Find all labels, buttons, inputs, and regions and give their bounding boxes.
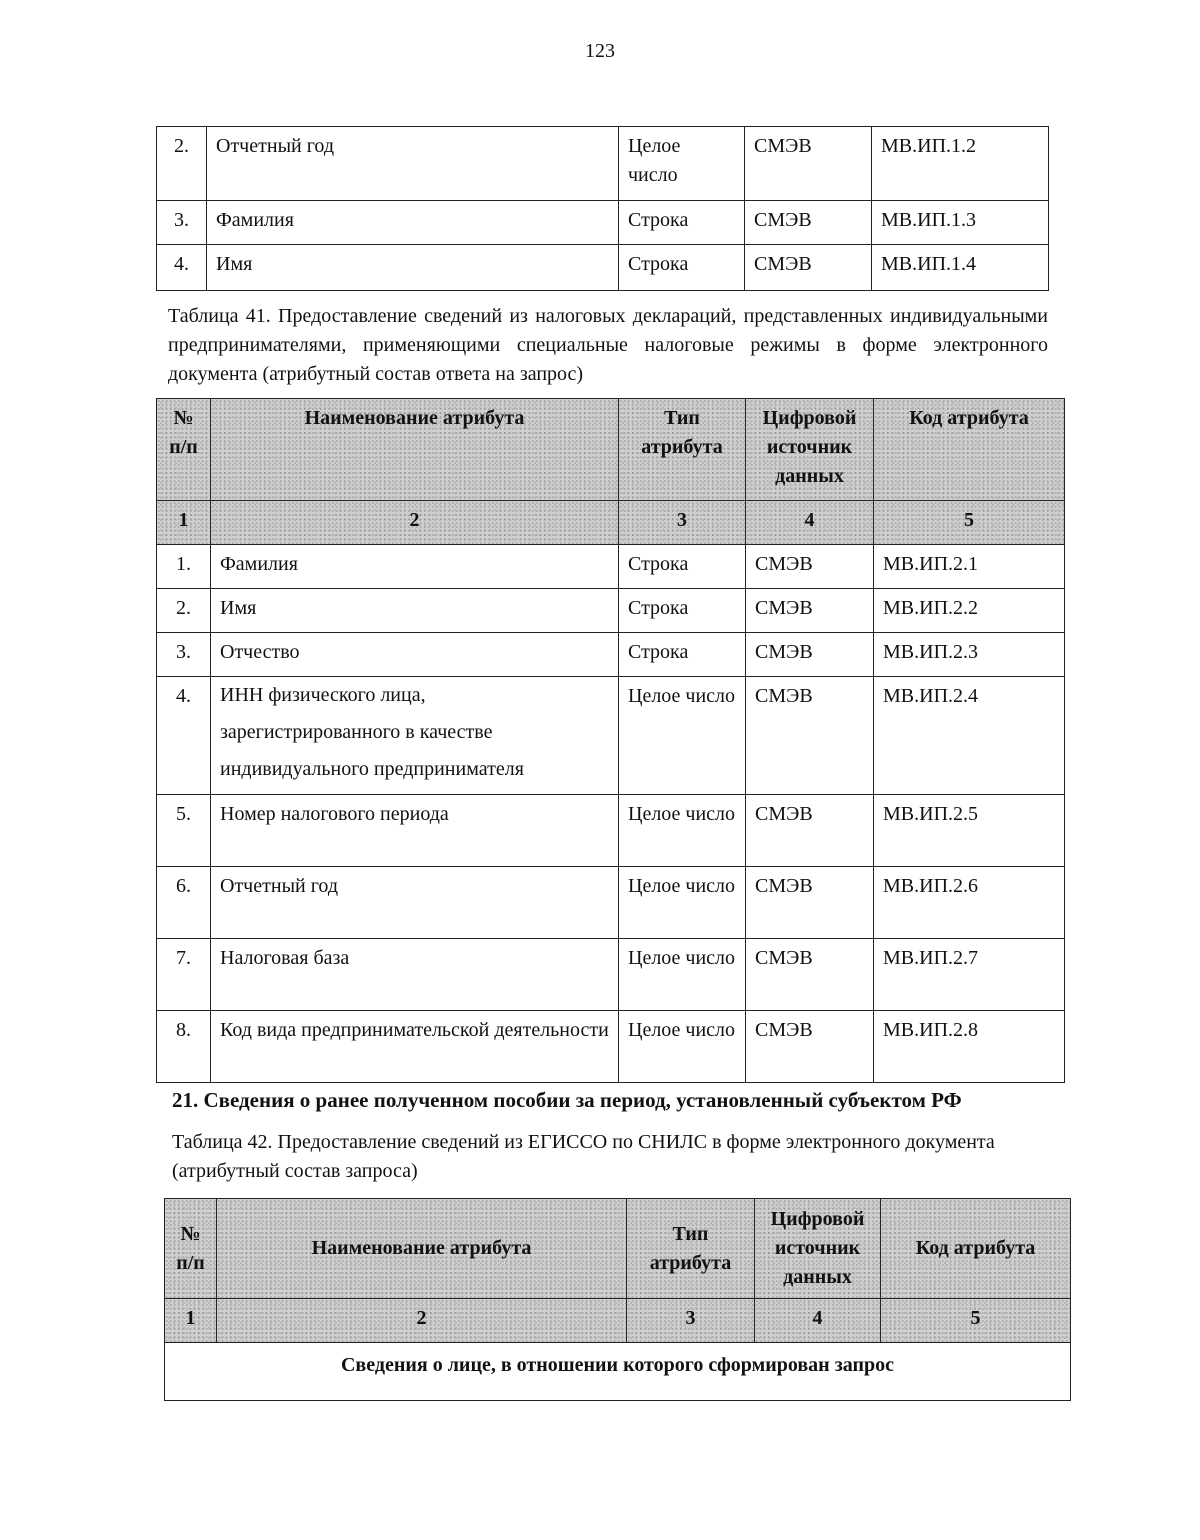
attribute-code: МВ.ИП.2.7: [874, 939, 1065, 1011]
table-row: [157, 939, 1065, 1011]
table-row: [157, 633, 1065, 677]
row-number: 2.: [157, 589, 211, 633]
data-source: СМЭВ: [746, 589, 874, 633]
table-row: [157, 127, 1049, 201]
data-source: СМЭВ: [745, 245, 872, 291]
header-number: № п/п: [165, 1199, 217, 1299]
table-row: [157, 1011, 1065, 1083]
attribute-type: Строка: [619, 545, 746, 589]
attribute-name: Имя: [207, 245, 619, 291]
data-source: СМЭВ: [746, 795, 874, 867]
table-row: [157, 245, 1049, 291]
attribute-code: МВ.ИП.2.3: [874, 633, 1065, 677]
header-attribute-code: Код атрибута: [874, 399, 1065, 501]
attribute-type: Целое число: [619, 939, 746, 1011]
attribute-name: ИНН физического лица, зарегистрированного в качестве индивидуального предпринимателя: [211, 677, 619, 795]
header-data-source: Цифровой источник данных: [755, 1199, 881, 1299]
attribute-code: МВ.ИП.1.4: [872, 245, 1049, 291]
header-attribute-name: Наименование атрибута: [217, 1199, 627, 1299]
attribute-code: МВ.ИП.1.2: [872, 127, 1049, 201]
row-number: 8.: [157, 1011, 211, 1083]
table41: [156, 398, 1065, 1083]
column-number: 5: [881, 1299, 1071, 1343]
table-header-row: [157, 399, 1065, 501]
row-number: 3.: [157, 633, 211, 677]
table-row: [157, 201, 1049, 245]
attribute-name: Номер налогового периода: [211, 795, 619, 867]
header-attribute-code: Код атрибута: [881, 1199, 1071, 1299]
table-subheading-row: [165, 1343, 1071, 1401]
attribute-type: Строка: [619, 245, 745, 291]
table-row: [157, 589, 1065, 633]
column-numbers-row: [165, 1299, 1071, 1343]
attribute-name: Отчетный год: [207, 127, 619, 201]
attribute-type: Строка: [619, 589, 746, 633]
column-number: 5: [874, 501, 1065, 545]
table41-caption: Таблица 41. Предоставление сведений из налоговых деклараций, представленных индивидуальными предпринимателями, применяющими специальные налоговые режимы в форме электронного документа (атрибутный состав ответа на запрос): [168, 305, 1048, 385]
column-number: 1: [157, 501, 211, 545]
data-source: СМЭВ: [745, 127, 872, 201]
attribute-code: МВ.ИП.2.8: [874, 1011, 1065, 1083]
top-table: [156, 126, 1049, 291]
column-number: 4: [746, 501, 874, 545]
attribute-name: Фамилия: [211, 545, 619, 589]
data-source: СМЭВ: [746, 867, 874, 939]
table-row: [157, 677, 1065, 795]
header-attribute-name: Наименование атрибута: [211, 399, 619, 501]
attribute-code: МВ.ИП.2.6: [874, 867, 1065, 939]
data-source: СМЭВ: [746, 545, 874, 589]
data-source: СМЭВ: [746, 1011, 874, 1083]
attribute-type: Целое число: [619, 795, 746, 867]
table42-caption: Таблица 42. Предоставление сведений из ЕГИССО по СНИЛС в форме электронного документа (атрибутный состав запроса): [172, 1131, 995, 1182]
header-number: № п/п: [157, 399, 211, 501]
table-row: [157, 867, 1065, 939]
row-number: 7.: [157, 939, 211, 1011]
attribute-type: Строка: [619, 633, 746, 677]
row-number: 4.: [157, 245, 207, 291]
data-source: СМЭВ: [745, 201, 872, 245]
attribute-code: МВ.ИП.1.3: [872, 201, 1049, 245]
attribute-type: Целое число: [619, 677, 746, 795]
table-subheading: Сведения о лице, в отношении которого сформирован запрос: [165, 1343, 1071, 1401]
attribute-type: Целое число: [619, 867, 746, 939]
attribute-type: Целое число: [619, 1011, 746, 1083]
attribute-type: Строка: [619, 201, 745, 245]
row-number: 1.: [157, 545, 211, 589]
column-number: 2: [211, 501, 619, 545]
column-number: 4: [755, 1299, 881, 1343]
data-source: СМЭВ: [746, 939, 874, 1011]
attribute-name: Фамилия: [207, 201, 619, 245]
row-number: 3.: [157, 201, 207, 245]
attribute-type: Целое число: [619, 127, 745, 201]
table-row: [157, 545, 1065, 589]
row-number: 6.: [157, 867, 211, 939]
attribute-code: МВ.ИП.2.4: [874, 677, 1065, 795]
attribute-name: Код вида предпринимательской деятельности: [211, 1011, 619, 1083]
row-number: 4.: [157, 677, 211, 795]
data-source: СМЭВ: [746, 677, 874, 795]
header-attribute-type: Тип атрибута: [627, 1199, 755, 1299]
attribute-name: Отчество: [211, 633, 619, 677]
attribute-name: Отчетный год: [211, 867, 619, 939]
column-number: 1: [165, 1299, 217, 1343]
page-number: 123: [585, 40, 615, 62]
column-number: 3: [619, 501, 746, 545]
table42: [164, 1198, 1071, 1401]
column-number: 3: [627, 1299, 755, 1343]
row-number: 5.: [157, 795, 211, 867]
table-row: [157, 795, 1065, 867]
column-numbers-row: [157, 501, 1065, 545]
attribute-code: МВ.ИП.2.5: [874, 795, 1065, 867]
column-number: 2: [217, 1299, 627, 1343]
header-data-source: Цифровой источник данных: [746, 399, 874, 501]
attribute-code: МВ.ИП.2.1: [874, 545, 1065, 589]
data-source: СМЭВ: [746, 633, 874, 677]
section-title: 21. Сведения о ранее полученном пособии за период, установленный субъектом РФ: [172, 1088, 962, 1112]
header-attribute-type: Тип атрибута: [619, 399, 746, 501]
attribute-code: МВ.ИП.2.2: [874, 589, 1065, 633]
attribute-name: Имя: [211, 589, 619, 633]
attribute-name: Налоговая база: [211, 939, 619, 1011]
table-header-row: [165, 1199, 1071, 1299]
row-number: 2.: [157, 127, 207, 201]
